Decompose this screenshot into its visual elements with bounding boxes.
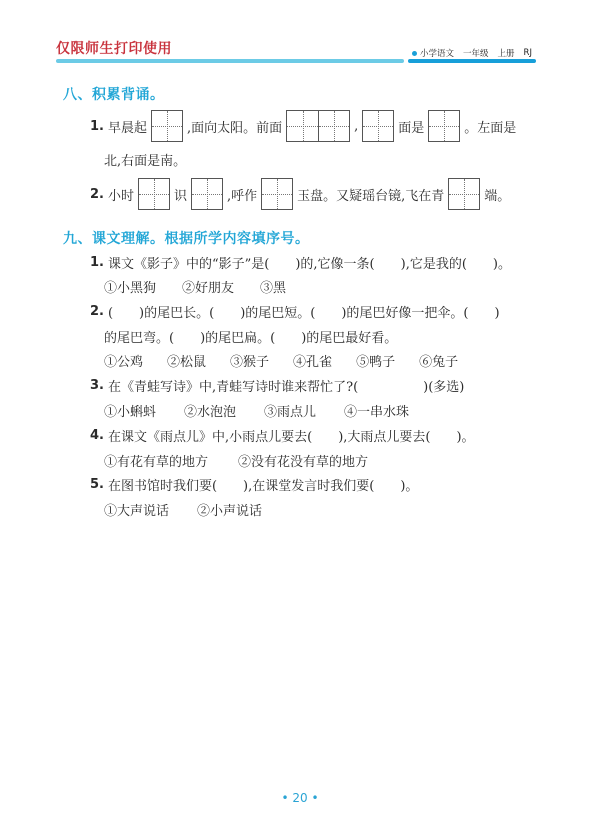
tian-grid-box[interactable] — [261, 178, 293, 210]
text: 面是 — [398, 120, 425, 136]
s9-q4-line — [90, 426, 475, 445]
bullet-dot-icon — [412, 51, 417, 56]
text: 。左面是 — [464, 120, 517, 136]
s8-q2-line — [90, 178, 510, 210]
option: ②松鼠 — [167, 355, 207, 370]
option: ②没有花没有草的地方 — [238, 455, 369, 470]
section-8-title: 八、积累背诵。 — [63, 87, 165, 103]
tian-grid-box[interactable] — [138, 178, 170, 210]
option: ④一串水珠 — [344, 405, 410, 420]
section-9-title: 九、课文理解。根据所学内容填序号。 — [63, 231, 310, 247]
question-text: 在课文《雨点儿》中,小雨点儿要去( ),大雨点儿要去( )。 — [107, 430, 475, 445]
tian-grid-box-group[interactable] — [286, 110, 350, 142]
header-title: 仅限师生打印使用 — [56, 41, 172, 57]
s9-q2-options — [104, 351, 458, 370]
s9-q1-line — [90, 253, 511, 272]
option: ①大声说话 — [104, 504, 170, 519]
tian-grid-box[interactable] — [286, 110, 318, 142]
s9-q4-options — [104, 451, 368, 470]
question-number: 4. — [90, 428, 104, 443]
grade-label: 一年级 — [463, 49, 489, 59]
option: ①小黑狗 — [104, 281, 157, 296]
s9-q3-line — [90, 376, 464, 395]
tian-grid-box[interactable] — [428, 110, 460, 142]
tian-grid-box[interactable] — [362, 110, 394, 142]
option: ②水泡泡 — [184, 405, 237, 420]
tian-grid-box[interactable] — [191, 178, 223, 210]
option: ②好朋友 — [182, 281, 235, 296]
subject-label: 小学语文 — [420, 49, 455, 59]
s9-q5-line — [90, 475, 418, 494]
header-info — [412, 47, 532, 59]
tian-grid-box[interactable] — [318, 110, 350, 142]
header-bar-right — [408, 59, 536, 63]
question-text: ( )的尾巴长。( )的尾巴短。( )的尾巴好像一把伞。( ) — [107, 306, 500, 321]
option: ⑤鸭子 — [356, 355, 396, 370]
text: 端。 — [484, 188, 511, 204]
tian-grid-box[interactable] — [448, 178, 480, 210]
option: ③猴子 — [230, 355, 270, 370]
page-number: • 20 • — [281, 791, 319, 805]
option: ③雨点儿 — [264, 405, 317, 420]
text: 玉盘。又疑瑶台镜,飞在青 — [297, 188, 445, 204]
tian-grid-box[interactable] — [151, 110, 183, 142]
s9-q2-line1 — [90, 302, 500, 321]
s9-q5-options — [104, 500, 262, 519]
text: ,呼作 — [227, 188, 258, 204]
s8-q1-line2: 北,右面是南。 — [104, 154, 187, 169]
s9-q1-options — [104, 277, 286, 296]
question-text: 在图书馆时我们要( ),在课堂发言时我们要( )。 — [107, 479, 419, 494]
option: ⑥兔子 — [419, 355, 459, 370]
question-number: 2. — [90, 304, 104, 319]
option: ①有花有草的地方 — [104, 455, 209, 470]
question-text: 课文《影子》中的“影子”是( )的,它像一条( ),它是我的( )。 — [107, 257, 511, 272]
header-bar-left — [56, 59, 404, 63]
question-number: 2. — [90, 186, 104, 202]
question-number: 5. — [90, 477, 104, 492]
option: ①小蝌蚪 — [104, 405, 157, 420]
question-number: 3. — [90, 378, 104, 393]
s8-q1-line1 — [90, 110, 516, 142]
text: , — [354, 118, 359, 134]
s9-q3-options — [104, 401, 409, 420]
option: ①公鸡 — [104, 355, 144, 370]
s9-q2-line2: 的尾巴弯。( )的尾巴扁。( )的尾巴最好看。 — [104, 331, 398, 346]
text: ,面向太阳。前面 — [187, 120, 283, 136]
option: ②小声说话 — [197, 504, 263, 519]
edition-label: RJ — [523, 48, 532, 58]
text: 识 — [174, 188, 188, 204]
text: 小时 — [107, 188, 134, 204]
question-number: 1. — [90, 118, 104, 134]
volume-label: 上册 — [497, 49, 515, 59]
question-text: 在《青蛙写诗》中,青蛙写诗时谁来帮忙了?( )(多选) — [107, 380, 465, 395]
text: 早晨起 — [107, 120, 147, 136]
option: ④孔雀 — [293, 355, 333, 370]
question-number: 1. — [90, 255, 104, 270]
option: ③黑 — [260, 281, 287, 296]
